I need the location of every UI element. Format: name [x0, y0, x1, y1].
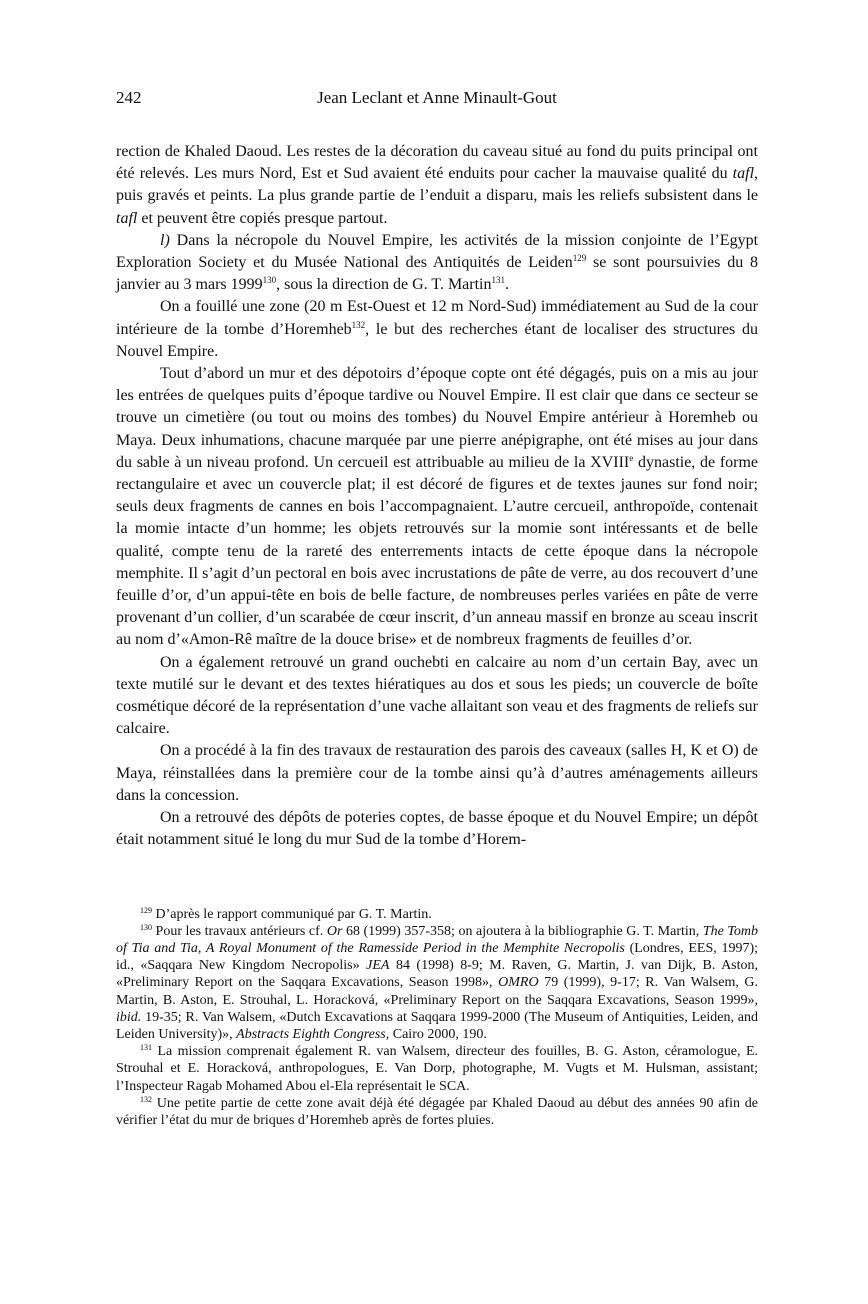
paragraph-4: Tout d’abord un mur et des dépotoirs d’époque copte ont été dégagés, puis on a mis au jour les entrées de quelques puits d’époque tardive ou Nouvel Empire. Il est clair que dans ce secteur se trouve un cimetière (ou tout ou moins des tombes) du Nouvel Empire antérieur à Horemheb ou Maya. Deux inhumations, chacune marquée par une pierre anépigraphe, ont été mises au jour dans du sable à un niveau profond. Un cercueil est attribuable au milieu de la XVIIIe dynastie, de forme rectangulaire et avec un couvercle plat; il est décoré de figures et de textes jaunes sur fond noir; seuls deux fragments de cannes en bois l’accompagnaient. L’autre cercueil, anthropoïde, contenait la momie intacte d’un homme; les objets retrouvés sur la momie sont intéressants et de belle qualité, compte tenu de la rareté des enterrements intacts de cette époque dans la nécropole memphite. Il s’agit d’un pectoral en bois avec incrustations de pâte de verre, au dos recouvert d’une feuille d’or, d’un appui-tête en bois de belle facture, de nombreuses perles variées en pâte de verre provenant d’un collier, d’un scarabée de cœur inscrit, d’un anneau massif en bronze au sceau inscrit au nom d’«Amon-Rê maître de la douce brise» et de nombreux fragments de feuilles d’or.	[116, 365, 759, 649]
footnote-ref: 131	[491, 275, 505, 286]
footnote-130: $^{130}$ Pour les travaux antérieurs cf. Or 68 (1999) 357-358; on ajoutera à la bibliographie G. T. Martin, The Tomb of Tia and Tia, A Royal Monument of the Ramesside Period in the Memphite Necropolis (Londres, EES, 1997); id., «Saqqara New Kingdom Necropolis» JEA 84 (1998) 8-9; M. Raven, G. Martin, J. van Dijk, B. Aston, «Preliminary Report on the Saqqara Excavations, Season 1998», OMRO 79 (1999), 9-17; R. Van Walsem, G. Martin, B. Aston, E. Strouhal, L. Horacková, «Preliminary Report on the Saqqara Excavations, Season 1999», ibid. 19-35; R. Van Walsem, «Dutch Excavations at Saqqara 1999-2000 (The Museum of Antiquities, Leiden, and Leiden University)», Abstracts Eighth Congress, Cairo 2000, 190.	[116, 922, 759, 1042]
body-text	[116, 141, 758, 852]
running-title: Jean Leclant et Anne Minault-Gout	[317, 88, 557, 107]
footnote-ref: 129	[572, 253, 587, 264]
paragraph-7: On a retrouvé des dépôts de poteries coptes, de basse époque et du Nouvel Empire; un dépôt était notamment situé le long du mur Sud de la tombe d’Horem-	[116, 809, 758, 849]
paragraph-6: On a procédé à la fin des travaux de restauration des parois des caveaux (salles H, K et O) de Maya, réinstallées dans la première cour de la tombe ainsi qu’à d’autres aménagements ailleurs dans la concession.	[116, 742, 758, 804]
paragraph-5: On a également retrouvé un grand ouchebti en calcaire au nom d’un certain Bay, avec un texte mutilé sur le devant et des textes hiératiques au dos et sous les pieds; un couvercle de boîte cosmétique décoré de la représentation d’une vache allaitant son veau et des fragments de reliefs sur calcaire.	[116, 653, 758, 738]
footnote-131: $^{131}$ La mission comprenait également R. van Walsem, directeur des fouilles, B. G. Aston, céramologue, E. Strouhal et E. Horacková, anthropologues, E. Van Dorp, photographe, M. Vugts et M. Hulsman, assistant; l’Inspecteur Ragab Mohamed Abou el-Ela représentait le SCA.	[116, 1043, 759, 1094]
page-header	[116, 88, 758, 116]
paragraph-3: On a fouillé une zone (20 m Est-Ouest et 12 m Nord-Sud) immédiatement au Sud de la cour intérieure de la tombe d’Horemheb$^{132}$, le but des recherches étant de localiser des structures du Nouvel Empire.	[116, 298, 758, 360]
footnote-ref: 130	[262, 275, 277, 286]
paragraph-1: rection de Khaled Daoud. Les restes de la décoration du caveau situé au fond du puits principal ont été relevés. Les murs Nord, Est et Sud avaient été enduits pour cacher la mauvaise qualité du tafl, puis gravés et peints. La plus grande partie de l’enduit a disparu, mais les reliefs subsistent dans le tafl et peuvent être copiés presque partout.	[116, 143, 759, 227]
page	[116, 88, 758, 1129]
page-number: 242	[116, 88, 142, 107]
footnote-132: $^{132}$ Une petite partie de cette zone avait déjà été dégagée par Khaled Daoud au début des années 90 afin de vérifier l’état du mur de briques d’Horemheb après de fortes pluies.	[116, 1094, 758, 1128]
paragraph-2: l) Dans la nécropole du Nouvel Empire, les activités de la mission conjointe de l’Egypt Exploration Society et du Musée National des Antiquités de Leiden$^{129}$ se sont poursuivies du 8 janvier au 3 mars 1999$^{130}$, sous la direction de G. T. Martin$^{131}$.	[116, 231, 759, 294]
footnote-ref: 132	[351, 319, 366, 330]
footnote-129: $^{129}$ D’après le rapport communiqué par G. T. Martin.	[140, 905, 432, 922]
footnotes	[116, 906, 758, 1130]
